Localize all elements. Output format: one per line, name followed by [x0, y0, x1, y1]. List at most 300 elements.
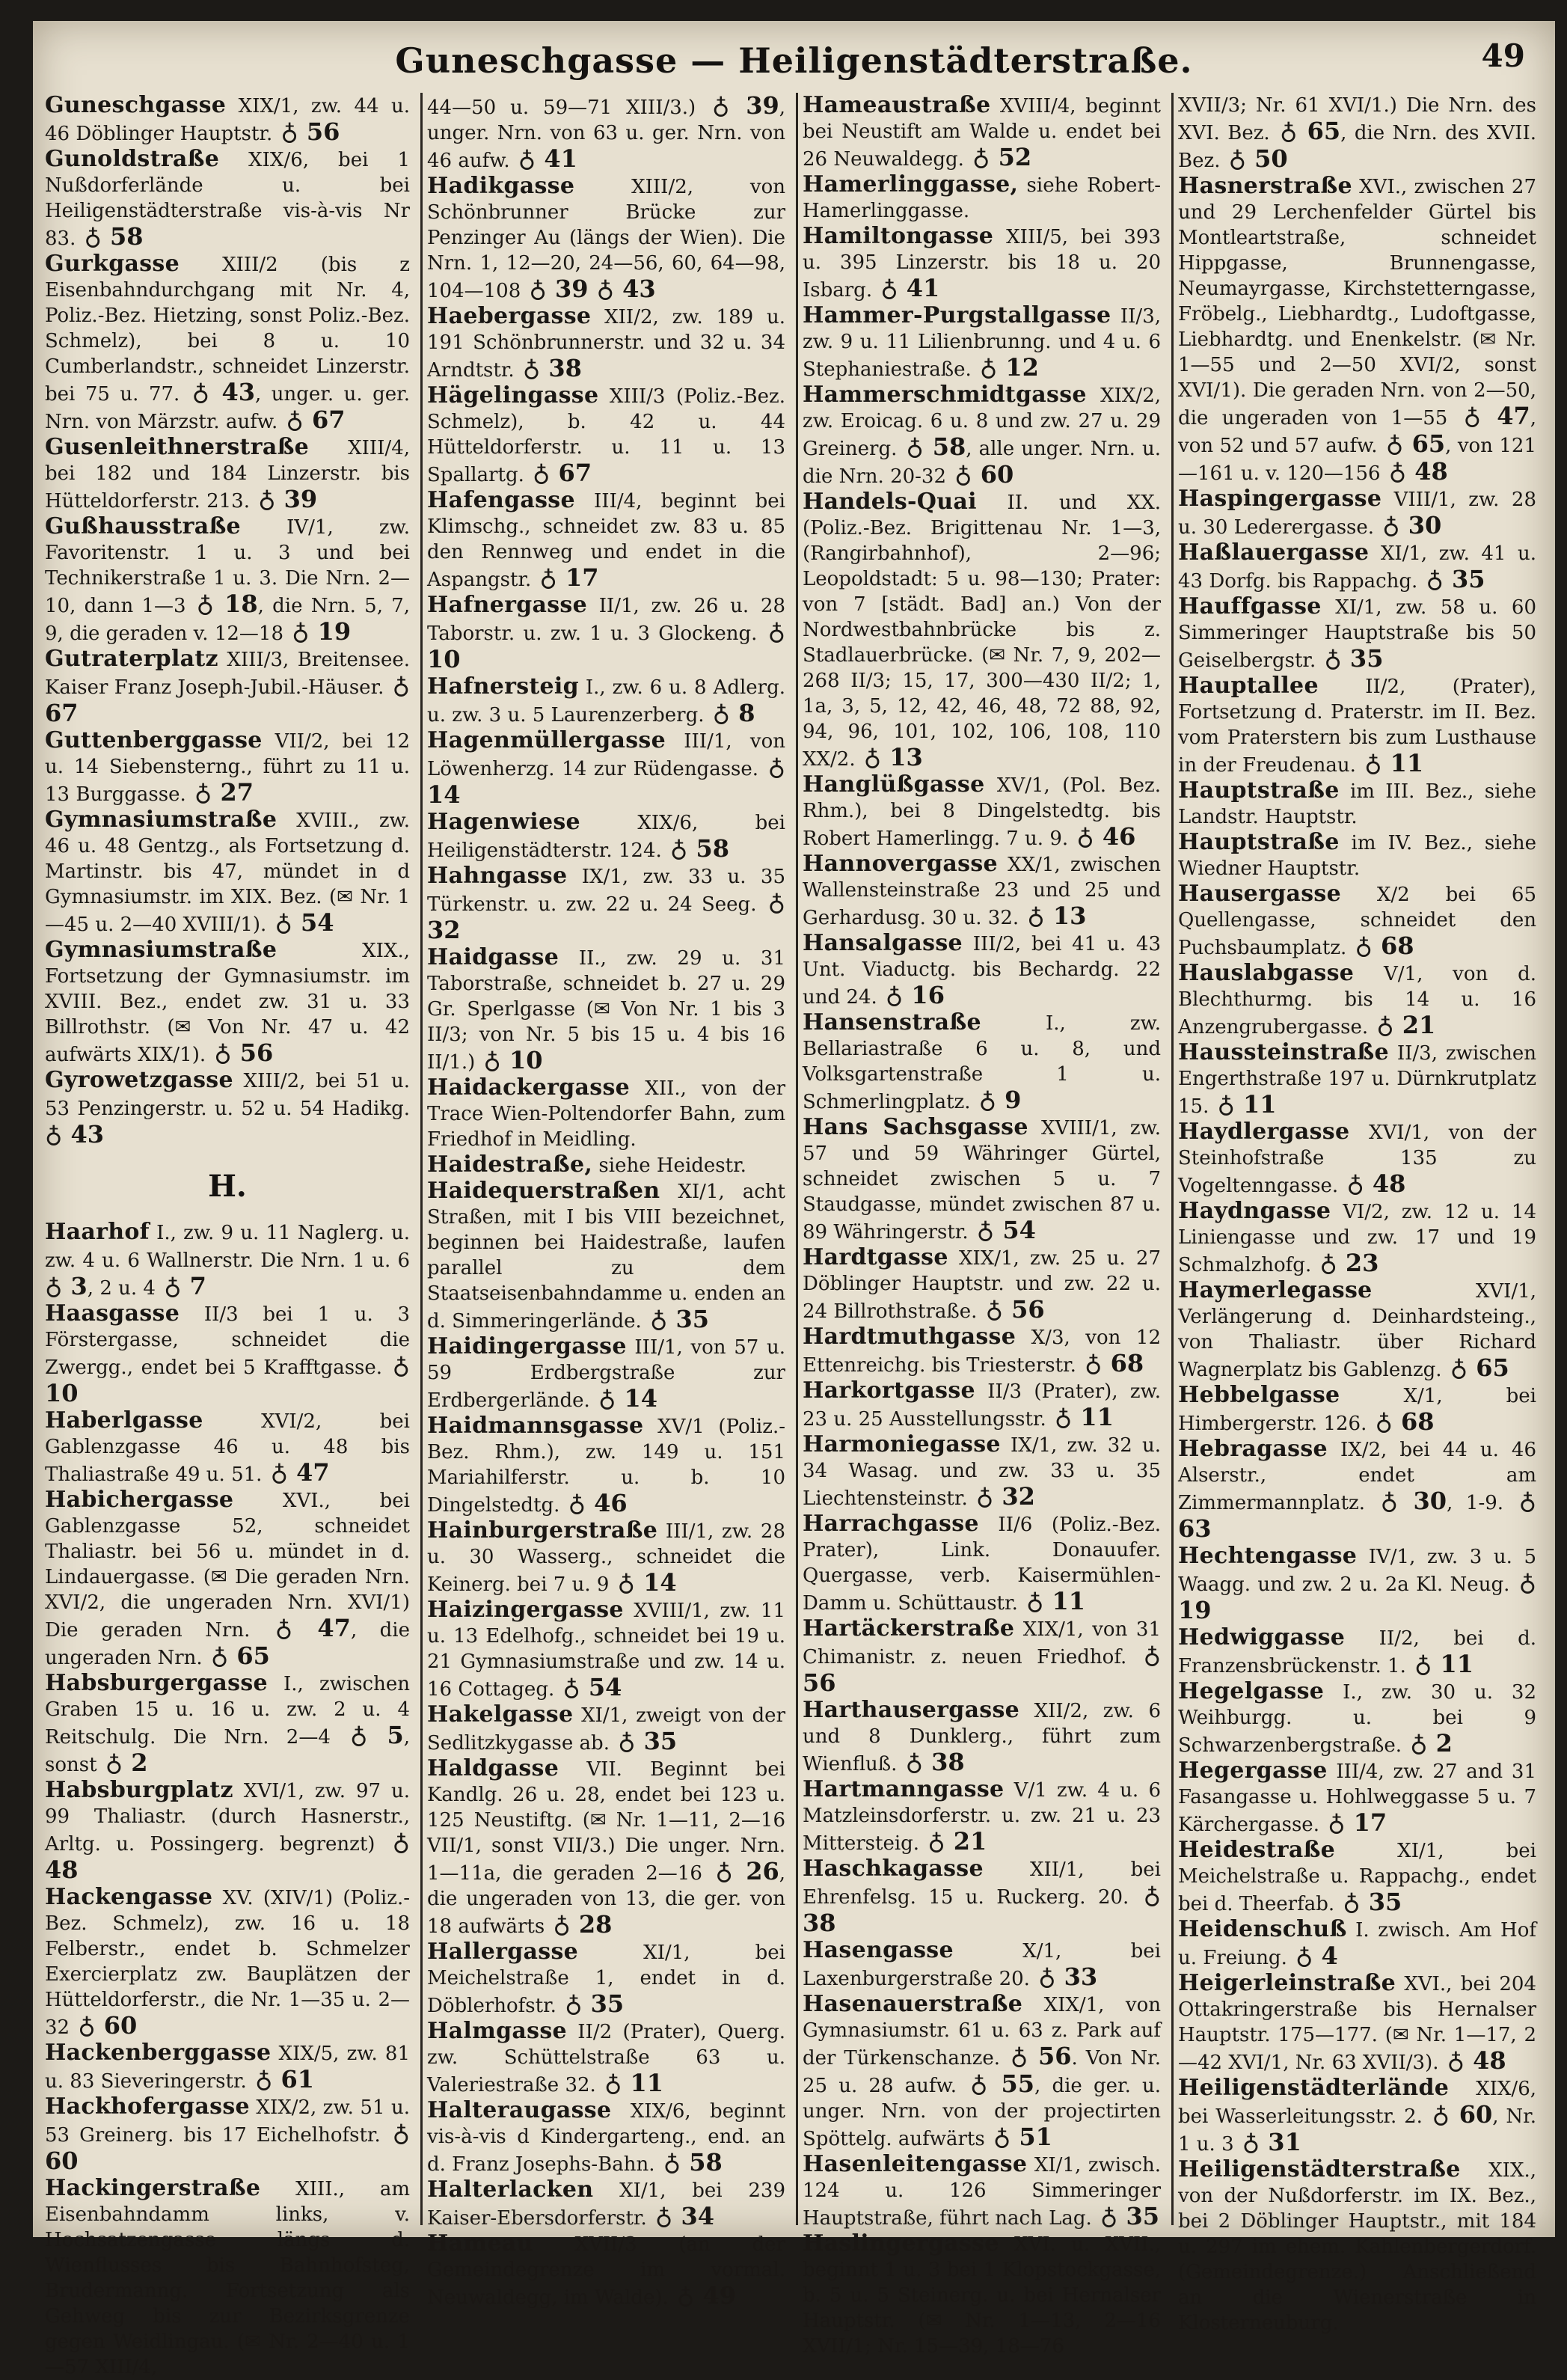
district-number: ♁ 50: [1220, 144, 1288, 173]
street-entry: [427, 1152, 785, 1178]
street-name: Hauptstraße: [1178, 829, 1340, 855]
street-entry: [803, 1856, 1161, 1938]
street-entry: [427, 488, 785, 593]
street-name: Haebergasse: [427, 303, 592, 329]
street-entry: [427, 2231, 785, 2310]
street-name: Hameaustraße: [803, 92, 991, 118]
district-number: ♁ 30: [1365, 1487, 1447, 1515]
district-number: ♁ 38: [803, 1881, 1161, 1937]
entry-text: , alle unger. Nrn. u. die Nrn. 20-32: [803, 438, 1161, 488]
district-number: ♁ 52: [963, 143, 1032, 171]
entry-text: XVI/1, zw. 97 u. 99 Thaliastr. (durch Hasnerstr., Arltg. u. Possingerg. begrenzt): [45, 1780, 410, 1856]
street-entry: [427, 1413, 785, 1518]
street-name: Hasenauerstraße: [803, 1991, 1023, 2017]
street-name: Heidestraße: [1178, 1837, 1336, 1863]
entry-text: XIX/2, zw. 51 u. 53 Greinerg. bis 17 Eichelhofstr.: [45, 2096, 410, 2147]
district-number: ♁ 2: [96, 1749, 148, 1777]
street-name: Hansenstraße: [803, 1009, 981, 1035]
street-entry: [1178, 1199, 1536, 1278]
street-name: Gymnasiumstraße: [45, 937, 277, 963]
district-number: ♁ 11: [595, 2069, 664, 2097]
street-name: Hebragasse: [1178, 1436, 1328, 1462]
entry-text: XIII/2, von Schönbrunner Brücke zur Penzinger Au (längs der Wien). Die Nrn. 1, 12—20, 24—56, 60, 64—98, 104—108: [427, 176, 785, 302]
street-name: Hakelgasse: [427, 1701, 574, 1728]
page-title: Guneschgasse — Heiligenstädterstraße.: [395, 40, 1193, 81]
entry-text: XI/1, bei 239 Kaiser-Ebersdorferstr.: [427, 2179, 785, 2230]
street-name: Gusenleithnerstraße: [45, 434, 310, 460]
district-number: ♁ 56: [206, 1038, 274, 1067]
district-number: ♁ 35: [609, 1727, 678, 1755]
street-name: Hahngasse: [427, 863, 568, 889]
district-number: ♁ 35: [556, 1989, 625, 2018]
street-name: Handels-Quai: [803, 489, 977, 515]
street-entry: [803, 1432, 1161, 1511]
district-number: ♁ 7: [155, 1272, 206, 1300]
district-number: ♁ 35: [641, 1305, 710, 1333]
street-entry: [427, 1597, 785, 1702]
district-number: ♁ 67: [45, 671, 410, 727]
entry-text: XI/1, acht Straßen, mit I bis VIII bezeichnet, beginnen bei Haidestraße, laufen parallel zu dem Staatseisenbahndamme u. enden an d. Simmeringerlände.: [427, 1181, 785, 1333]
entry-text: XIX/6, bei 1 Nußdorferlände u. bei Heiligenstädterstraße vis-à-vis Nr 83.: [45, 149, 410, 250]
district-number: ♁ 5: [330, 1721, 404, 1749]
street-name: Haspingergasse: [1178, 486, 1382, 512]
district-number: ♁ 27: [185, 778, 254, 807]
street-name: Gymnasiumstraße: [45, 807, 277, 833]
street-name: Hägelingasse: [427, 382, 599, 409]
district-number: ♁ 39: [696, 91, 779, 120]
entry-text: , die ungeraden von 13, die ger. von 18 aufwärts: [427, 1862, 785, 1938]
entry-text: VII. Beginnt bei Kandlg. 26 u. 28, endet bei 123 u. 125 Neustiftg. (✉ Nr. 1—11, 2—16 VII/1, sonst VII/3.) Die unger. Nrn. 1—11a, die geraden 2—16: [427, 1758, 785, 1885]
district-number: ♁ 48: [1438, 2046, 1506, 2075]
district-number: ♁ 39: [249, 485, 318, 513]
entry-text: X/3, von 12 Ettenreichg. bis Triesterstr.: [803, 1327, 1161, 1377]
street-name: Hegelgasse: [1178, 1678, 1325, 1704]
entry-text: I., zw. 30 u. 32 Weihburgg. u. bei 9 Schwarzenbergstraße.: [1178, 1681, 1536, 1757]
street-entry: [45, 646, 410, 728]
district-number: ♁ 58: [654, 2148, 723, 2176]
entry-text: XI/1, zwisch. 124 u. 126 Simmeringer Hauptstraße, führt nach Lag.: [803, 2154, 1161, 2230]
street-name: Hardtmuthgasse: [803, 1324, 1016, 1350]
street-name: Hartäckerstraße: [803, 1615, 1015, 1642]
entry-text: XIX/6, beginnt vis-à-vis d Kindergarteng., end. an d. Franz Josephs-Bahn.: [427, 2100, 785, 2176]
street-entry: [45, 1778, 410, 1885]
entry-text: XII/1, bei Ehrenfelsg. 15 u. Ruckerg. 20.: [803, 1859, 1161, 1909]
district-number: ♁ 43: [45, 1120, 105, 1148]
street-name: Hagenmüllergasse: [427, 727, 666, 753]
street-entry: [803, 1378, 1161, 1432]
street-entry: [1178, 93, 1536, 174]
street-entry: [427, 863, 785, 945]
street-name: Haßlauergasse: [1178, 539, 1370, 566]
street-name: Halterlacken: [427, 2176, 594, 2203]
entry-text: II/2 (Prater), Querg. zw. Schüttelstraße 63 u. Valeriestraße 32.: [427, 2021, 785, 2096]
district-number: ♁ 47: [250, 1614, 351, 1642]
entry-text: XIII/3 (Poliz.-Bez. Schmelz), b. 42 u. 44 Hütteldorferstr. u. 11 u. 13 Spallartg.: [427, 385, 785, 486]
street-name: Haidingergasse: [427, 1333, 627, 1359]
street-entry: [427, 2019, 785, 2098]
street-name: Haidequerstraßen: [427, 1178, 660, 1204]
street-name: Gutraterplatz: [45, 646, 218, 672]
street-entry: [427, 1518, 785, 1597]
street-name: Hadikgasse: [427, 173, 575, 199]
street-name: Hackengasse: [45, 1884, 213, 1910]
district-number: ♁ 54: [968, 1216, 1036, 1244]
entry-text: , unger. u. ger. Nrn. von Märzstr. aufw.: [45, 383, 410, 433]
street-entry: [803, 1616, 1161, 1698]
street-entry: [45, 1408, 410, 1487]
entry-text: XV. (XIV/1) (Poliz.-Bez. Schmelz), zw. 16 u. 18 Felberstr., endet b. Schmelzer Exercierplatz zw. Bauplätzen der Hütteldorferstr., die Nr. 1—35 u. 2—32: [45, 1887, 410, 2039]
district-number: ♁ 13: [1019, 902, 1087, 930]
district-number: ♁ 35: [1334, 1888, 1402, 1916]
street-entry: [803, 1698, 1161, 1777]
street-name: Habsburgplatz: [45, 1777, 233, 1803]
entry-text: im IV. Bez., siehe Wiedner Hauptstr.: [1178, 832, 1536, 880]
district-number: ♁ 14: [427, 753, 785, 809]
street-name: Hackingerstraße: [45, 2175, 261, 2201]
street-entry: [45, 251, 410, 435]
street-name: Hamerlinggasse,: [803, 171, 1019, 198]
street-entry: [427, 1178, 785, 1334]
entry-text: XIX., Fortsetzung der Gymnasiumstr. im XVIII. Bez., endet zw. 31 u. 33 Billrothstr. (✉ Von Nr. 47 u. 42 aufwärts XIX/1).: [45, 940, 410, 1066]
district-number: ♁ 56: [977, 1295, 1045, 1324]
street-entry: [803, 1010, 1161, 1115]
entry-text: 44—50 u. 59—71 XIII/3.): [427, 97, 696, 119]
street-name: Guttenberggasse: [45, 727, 263, 753]
district-number: ♁ 11: [1017, 1587, 1086, 1615]
street-name: Guneschgasse: [45, 92, 227, 118]
street-name: Heigerleinstraße: [1178, 1970, 1396, 1996]
district-number: ♁ 67: [524, 459, 592, 487]
street-entry: [803, 851, 1161, 931]
entry-text: XIX/1, von Gymnasiumstr. 61 u. 63 z. Park auf der Türkenschanze.: [803, 1994, 1161, 2070]
entry-text: X/1, bei Laxenburgerstraße 20.: [803, 1940, 1161, 1990]
entry-text: XIX/6, bei Heiligenstädterstr. 124.: [427, 812, 785, 862]
district-number: ♁ 14: [589, 1384, 658, 1413]
street-name: Hameau: [427, 2230, 533, 2257]
street-name: Hafengasse: [427, 487, 575, 513]
entry-text: I., zw. Bellariastraße 6 u. 8, und Volksgartenstraße 1 u. Schmerlingplatz.: [803, 1012, 1161, 1113]
entry-text: , unger. Nrn. von 63 u. ger. Nrn. von 46 aufw.: [427, 97, 785, 172]
street-name: Haizingergasse: [427, 1597, 624, 1623]
street-name: Hannovergasse: [803, 851, 998, 877]
entry-text: II/3 (Prater), zw. 23 u. 25 Ausstellungsstr.: [803, 1380, 1161, 1431]
entry-text: XIX/1, zw. 44 u. 46 Döblinger Hauptstr.: [45, 95, 410, 145]
entry-text: IV/1, zw. 3 u. 5 Waagg. und zw. 2 u. 2a Kl. Neug.: [1178, 1546, 1536, 1596]
directory-columns: [45, 91, 1543, 2379]
district-number: ♁ 12: [971, 353, 1039, 382]
street-entry: [803, 303, 1161, 382]
entry-text: III/2, bei 41 u. 43 Unt. Viaductg. bis Bechardg. 22 und 24.: [803, 933, 1161, 1009]
street-name: Hasnerstraße: [1178, 173, 1352, 199]
street-name: Haschkagasse: [803, 1856, 984, 1882]
district-number: ♁ 56: [272, 117, 340, 146]
street-name: Hauffgasse: [1178, 593, 1322, 620]
street-name: Gurkgasse: [45, 251, 180, 277]
street-name: Hans Sachsgasse: [803, 1114, 1028, 1140]
street-entry: [45, 2176, 410, 2380]
street-name: Heidenschuß: [1178, 1916, 1347, 1942]
street-entry: [45, 1220, 410, 1301]
street-entry: [1178, 1383, 1536, 1437]
street-name: Hackenberggasse: [45, 2040, 272, 2066]
district-number: ♁ 60: [70, 2011, 138, 2040]
district-number: ♁ 48: [45, 1828, 410, 1884]
street-entry: [427, 93, 785, 174]
entry-text: IX/1, zw. 33 u. 35 Türkenstr. u. zw. 22 u. 24 Seeg.: [427, 866, 785, 916]
district-number: ♁ 32: [427, 888, 786, 944]
district-number: ♁ 56: [1000, 2042, 1072, 2070]
district-number: ♁ 47: [1447, 402, 1530, 430]
street-entry: [427, 674, 785, 728]
street-name: Hafnersteig: [427, 673, 579, 700]
entry-text: II. und XX. (Poliz.-Bez. Brigittenau Nr. 1—3, (Rangirbahnhof), 2—96; Leopoldstadt: 5 u. 98—130; Prater: von 7 [städt. Bad] an.) Von der Nordwestbahnbrücke bis z. Stadlauerbrücke. (✉ Nr. 7, 9, 202—268 II/3; 15, 17, 300—430 II/2; 1, 1a, 3, 5, 12, 42, 46, 48, 72 88, 92, 94, 96, 101, 102, 106, 108, 110 XX/2.: [803, 492, 1161, 771]
district-number: ♁ 65: [1441, 1353, 1509, 1382]
street-entry: [1178, 778, 1536, 830]
street-entry: [803, 2152, 1161, 2231]
entry-text: XVI/2, bei Gablenzgasse 46 u. 48 bis Thaliastraße 49 u. 51.: [45, 1410, 410, 1486]
district-number: ♁ 14: [609, 1568, 677, 1597]
district-number: ♁ 17: [531, 563, 599, 592]
district-number: ♁ 46: [559, 1489, 628, 1517]
district-number: ♁ 43: [588, 275, 656, 303]
entry-text: XI/1, zw. 58 u. 60 Simmeringer Hauptstraße bis 50 Geiselbergstr.: [1178, 596, 1536, 672]
street-name: Haymerlegasse: [1178, 1277, 1373, 1303]
street-entry: [45, 728, 410, 807]
district-number: ♁ 10: [45, 1351, 411, 1407]
street-entry: [803, 1938, 1161, 1992]
entry-text: XIII., am Eisenbahndamm links, v. Hochsatzengasse längs d. Wienflusses bis Bahnhofsteg, Brudermanng. Fortsetzung als Gehweg bis zur Bezirksgrenze gegen Weidlingau. (✉ Nr. 2—40 u. 1—57 XIII/4,: [45, 2178, 410, 2379]
street-entry: [803, 2231, 1161, 2359]
entry-text: XVI. u. XVII., beginnt 1 u. 3 bei 1 Klopstockgasse, b. 5 u. 5 Steinerg. u. bei Hernalser Hauptstr. (✉ Nr. 1—13, 2—16 XVII/1; Nr. 15—39, 18—76: [803, 2233, 1161, 2358]
entry-text: XVI/1, von der Steinhofstraße 135 zu Vogeltenngasse.: [1178, 1122, 1536, 1197]
district-number: ♁ 60: [946, 460, 1014, 489]
entry-text: XIX/1, von 31 Chimanistr. z. neuen Friedhof.: [803, 1618, 1161, 1668]
street-entry: [1178, 673, 1536, 778]
street-entry: [45, 807, 410, 937]
district-number: ♁ 19: [1178, 1568, 1537, 1624]
street-name: Hammerschmidtgasse: [803, 382, 1087, 408]
street-entry: [427, 593, 785, 674]
district-number: ♁ 46: [1068, 822, 1136, 851]
street-entry: [1178, 881, 1536, 961]
entry-text: VII/2, bei 12 u. 14 Siebensterng., führt zu 11 u. 13 Burggasse.: [45, 730, 410, 806]
street-entry: [45, 147, 410, 251]
street-entry: [45, 1885, 410, 2040]
street-entry: [803, 224, 1161, 303]
street-name: Haidgasse: [427, 944, 559, 970]
entry-text: V/1 zw. 4 u. 6 Matzleinsdorferstr. u. zw. 21 u. 23 Mittersteig.: [803, 1779, 1161, 1855]
district-number: ♁ 21: [919, 1827, 987, 1856]
street-name: Heiligenstädterlände: [1178, 2075, 1450, 2101]
street-name: Hallergasse: [427, 1939, 579, 1965]
street-entry: [1178, 1917, 1536, 1971]
district-number: ♁ 58: [661, 834, 729, 863]
entry-text: , 1-9.: [1447, 1492, 1504, 1514]
entry-text: XVI., bei 204 Ottakringerstraße bis Hernalser Hauptstr. 175—177. (✉ Nr. 1—17, 2—42 XVI/1, Nr. 63 XVII/3).: [1178, 1973, 1536, 2074]
street-name: Halmgasse: [427, 2018, 567, 2044]
district-number: ♁ 41: [509, 144, 577, 173]
street-entry: [803, 93, 1161, 172]
street-name: Harmoniegasse: [803, 1431, 1001, 1457]
page-header: [33, 21, 1555, 88]
district-number: ♁ 2: [1401, 1729, 1453, 1758]
entry-text: XVII/3 (an der Gemeindegrenze im vormal. Neuwaldegg, im Walde).: [427, 2233, 785, 2309]
entry-text: XIX/6, bei Wasserleitungsstr. 2.: [1178, 2078, 1536, 2128]
district-number: ♁ 39: [521, 275, 589, 303]
section-heading: H.: [208, 1169, 247, 1204]
street-name: Haberlgasse: [45, 1407, 203, 1434]
column-3: [796, 92, 1162, 2358]
street-entry: [803, 1115, 1161, 1245]
street-name: Hansalgasse: [803, 930, 963, 956]
district-number: ♁ 11: [1046, 1403, 1114, 1431]
entry-text: II/2, (Prater), Fortsetzung d. Praterstr. im II. Bez. vom Praterstern bis zum Lusthause in der Freudenau.: [1178, 676, 1536, 777]
district-number: ♁ 65: [1377, 429, 1446, 458]
street-entry: [1178, 1278, 1536, 1383]
street-name: Gunoldstraße: [45, 146, 220, 172]
district-number: ♁ 34: [646, 2202, 714, 2230]
street-entry: [427, 1334, 785, 1413]
street-name: Gyrowetzgasse: [45, 1067, 233, 1093]
street-entry: [45, 2094, 410, 2176]
street-entry: [1178, 1971, 1536, 2075]
district-number: ♁ 28: [545, 1910, 613, 1939]
entry-text: XIX., von der Nußdorferstr. im IX. Bez., bei 2 Döblinger Hauptstr., mit 184 u. 297 im ehem. Kahlenbergerdorf. (Gemeindegrenze.) Anschließend an die Wienerstraße in Klosterneuburg.: [1178, 2159, 1536, 2334]
street-name: Harthausergasse: [803, 1697, 1020, 1723]
district-number: ♁ 54: [554, 1673, 622, 1701]
district-number: ♁ 30: [1374, 511, 1442, 539]
street-name: Gußhausstraße: [45, 513, 241, 539]
street-name: Harrachgasse: [803, 1511, 979, 1537]
street-entry: [803, 172, 1161, 224]
entry-text: II/1, zw. 26 u. 28 Taborstr. u. zw. 1 u. 3 Glockeng.: [427, 595, 785, 645]
entry-text: XIII/5, bei 393 u. 395 Linzerstr. bis 18 u. 20 Isbarg.: [803, 226, 1161, 302]
street-name: Hedwiggasse: [1178, 1624, 1346, 1651]
district-number: ♁ 11: [1405, 1650, 1474, 1678]
street-entry: [45, 1487, 410, 1671]
entry-text: XVI., bei Gablenzgasse 52, schneidet Thaliastr. bei 56 u. mündet in d. Lindauergasse. (✉ Die geraden Nrn. XVI/2, die ungeraden Nrn. XVI/1) Die geraden Nrn.: [45, 1490, 410, 1642]
street-entry: [803, 1324, 1161, 1378]
street-name: Hanglüßgasse: [803, 771, 985, 798]
street-entry: [427, 728, 785, 810]
district-number: ♁ 58: [76, 222, 144, 251]
street-name: Haslingergasse: [803, 2230, 999, 2257]
entry-text: siehe Heidestr.: [592, 1154, 746, 1177]
street-entry: [803, 1777, 1161, 1856]
entry-text: XVI/1, Verlängerung d. Deinhardsteing., von Thaliastr. über Richard Wagnerplatz bis Gablenzg.: [1178, 1280, 1536, 1381]
entry-text: XII/2, zw. 189 u. 191 Schönbrunnerstr. und 32 u. 34 Arndtstr.: [427, 306, 785, 382]
district-number: ♁ 41: [872, 274, 940, 302]
street-entry: [427, 2177, 785, 2231]
street-entry: [803, 1992, 1161, 2152]
street-name: Hamiltongasse: [803, 223, 994, 249]
street-name: Hasenleitengasse: [803, 2151, 1028, 2177]
entry-text: XI/1, bei Meichelstraße u. Rappachg., endet bei d. Theerfab.: [1178, 1840, 1536, 1915]
street-entry: [427, 1702, 785, 1756]
entry-text: XVII/3; Nr. 61 XVI/1.) Die Nrn. des XVI. Bez.: [1178, 94, 1536, 144]
directory-page: [33, 21, 1555, 2379]
street-name: Haydlergasse: [1178, 1119, 1350, 1145]
street-entry: [1178, 961, 1536, 1040]
street-name: Hausergasse: [1178, 881, 1341, 907]
street-entry: [1178, 1625, 1536, 1679]
street-name: Hebbelgasse: [1178, 1382, 1340, 1408]
district-number: ♁ 17: [1319, 1808, 1387, 1837]
entry-text: II/3, zwischen Engerthstraße 197 u. Dürnkrutplatz 15.: [1178, 1042, 1536, 1118]
entry-text: XIX/2, zw. Eroicag. 6 u. 8 und zw. 27 u. 29 Greinerg.: [803, 385, 1161, 460]
street-entry: [1178, 540, 1536, 594]
district-number: ♁ 51: [984, 2123, 1052, 2151]
street-name: Habichergasse: [45, 1487, 234, 1513]
district-number: ♁ 67: [277, 406, 346, 434]
street-entry: [1178, 1679, 1536, 1758]
street-entry: [803, 931, 1161, 1010]
entry-text: , von 52 und 57 aufw.: [1178, 407, 1537, 457]
entry-text: im III. Bez., siehe Landstr. Hauptstr.: [1178, 780, 1536, 828]
entry-text: III/1, von 57 u. 59 Erdbergstraße zur Erdbergerlände.: [427, 1336, 785, 1412]
street-entry: [1178, 1838, 1536, 1917]
entry-text: XVIII/4, beginnt bei Neustift am Walde u. endet bei 26 Neuwaldegg.: [803, 95, 1161, 171]
entry-text: , die Nrn. 5, 7, 9, die geraden v. 12—18: [45, 595, 410, 645]
street-entry: [1178, 830, 1536, 881]
street-entry: [427, 1075, 785, 1152]
street-name: Haidestraße,: [427, 1151, 593, 1178]
district-number: ♁ 16: [877, 981, 945, 1009]
street-entry: [1178, 1040, 1536, 1119]
entry-text: XIII/2 (bis z Eisenbahndurchgang mit Nr. 4, Poliz.-Bez. Hietzing, sonst Poliz.-Bez. Schmelz), bei 8 u. 10 Cumberlandstr., schneidet Linzerstr. bei 75 u. 77.: [45, 254, 410, 406]
district-number: ♁ 38: [897, 1748, 965, 1776]
street-name: Hauptstraße: [1178, 777, 1340, 804]
street-name: Haussteinstraße: [1178, 1039, 1389, 1065]
entry-text: XIX/5, zw. 81 u. 83 Sieveringerstr.: [45, 2043, 410, 2093]
district-number: ♁ 26: [702, 1857, 779, 1885]
district-number: ♁ 4: [1287, 1942, 1338, 1970]
street-entry: [427, 304, 785, 383]
street-name: Hagenwiese: [427, 809, 580, 835]
street-entry: [427, 174, 785, 304]
street-entry: [1178, 1119, 1536, 1199]
entry-text: , die ungeraden Nrn.: [45, 1619, 411, 1669]
entry-text: XIII/2, bei 51 u. 53 Penzingerstr. u. 52 u. 54 Hadikg.: [45, 1070, 410, 1120]
entry-text: X/2 bei 65 Quellengasse, schneidet den Puchsbaumplatz.: [1178, 884, 1536, 959]
entry-text: , die ger. u. unger. Nrn. von der projectirten Spöttelg. aufwärts: [803, 2075, 1162, 2150]
district-number: ♁ 56: [803, 1641, 1161, 1697]
entry-text: III/1, von Löwenherzg. 14 zur Rüdengasse.: [427, 730, 785, 780]
street-name: Haasgasse: [45, 1300, 180, 1327]
district-number: ♁ 47: [262, 1458, 330, 1487]
street-entry: [427, 810, 785, 863]
entry-text: IX/1, zw. 32 u. 34 Wasag. und zw. 33 u. 35 Liechtensteinstr.: [803, 1434, 1161, 1510]
street-entry: [45, 1671, 410, 1778]
street-entry: [45, 937, 410, 1068]
street-entry: [803, 382, 1161, 489]
entry-text: XX/1, zwischen Wallensteinstraße 23 und 25 und Gerhardusg. 30 u. 32.: [803, 854, 1161, 929]
street-name: Hammer-Purgstallgasse: [803, 302, 1111, 328]
street-entry: [1178, 174, 1536, 486]
entry-text: I. zwisch. Am Hof u. Freiung.: [1178, 1919, 1536, 1969]
street-name: Harkortgasse: [803, 1377, 975, 1404]
district-number: ♁ 54: [266, 908, 334, 937]
entry-text: II/3 bei 1 u. 3 Förstergasse, schneidet die Zwergg., endet bei 5 Krafftgasse.: [45, 1303, 410, 1379]
street-name: Hainburgerstraße: [427, 1517, 658, 1544]
entry-text: XIII/3, Breitensee. Kaiser Franz Joseph-Jubil.-Häuser.: [45, 649, 410, 699]
entry-text: VI/2, zw. 12 u. 14 Liniengasse und zw. 17 und 19 Schmalzhofg.: [1178, 1201, 1536, 1276]
entry-text: II/3, zw. 9 u. 11 Lilienbrunng. und 4 u. 6 Stephaniestraße.: [803, 305, 1161, 381]
street-entry: [1178, 1437, 1536, 1544]
entry-text: XII., von der Trace Wien-Poltendorfer Bahn, zum Friedhof in Meidling.: [427, 1077, 785, 1151]
entry-text: , sonst: [45, 1726, 410, 1776]
street-name: Hauslabgasse: [1178, 960, 1355, 986]
